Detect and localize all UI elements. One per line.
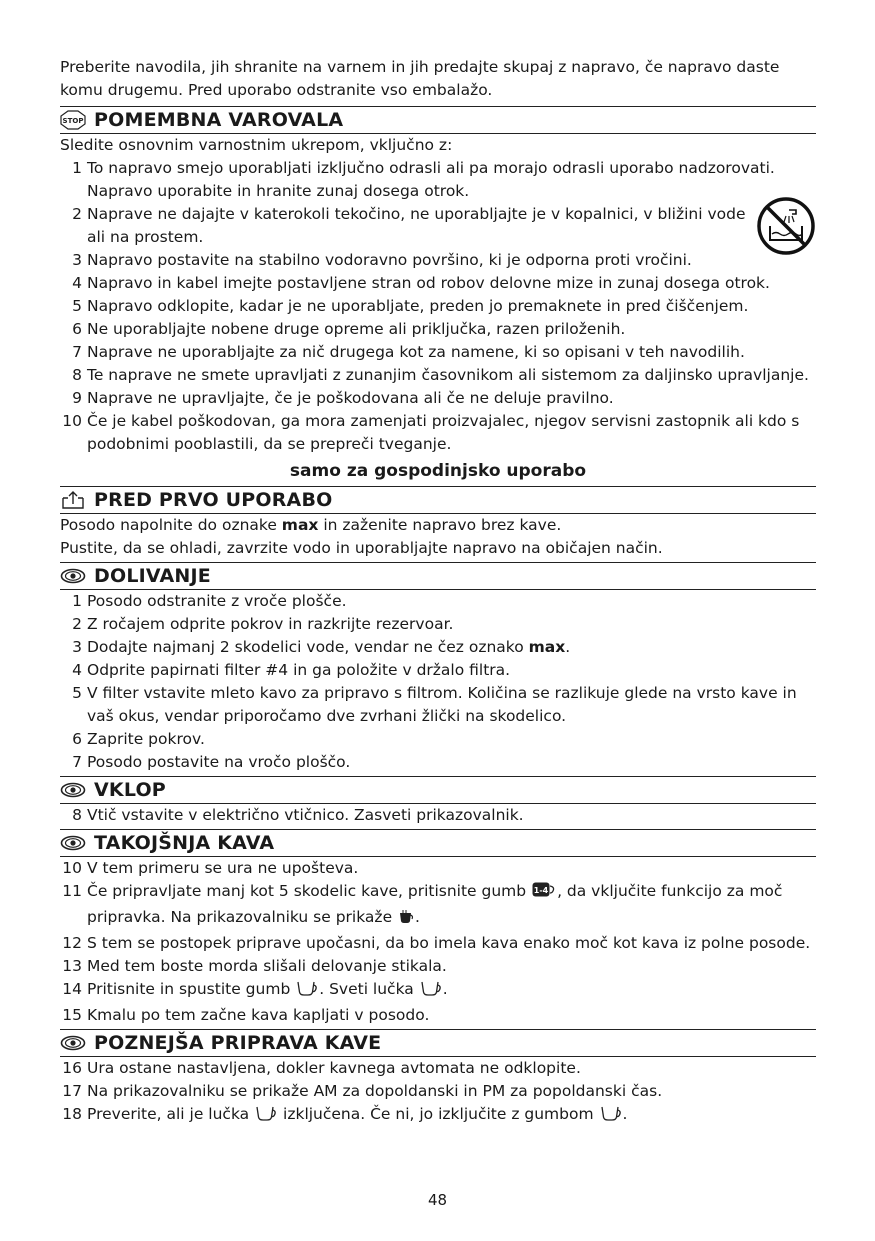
safety-lead: Sledite osnovnim varnostnim ukrepom, vključno z: (60, 136, 453, 154)
strength-display-icon (398, 909, 414, 932)
section-header-instant (60, 829, 816, 857)
list-item: 7 Naprave ne uporabljajte za nič drugega kot za namene, ki so opisani v teh navodilih. (72, 343, 745, 361)
list-item: 3 Dodajte najmanj 2 skodelici vode, vendar ne čez oznako max. (72, 638, 571, 656)
list-item: 2 Naprave ne dajajte v katerokoli tekočino, ne uporabljajte je v kopalnici, v bližini vode ali na prostem. (72, 205, 746, 246)
eye-icon (60, 1033, 86, 1053)
section-title: POZNEJŠA PRIPRAVA KAVE (94, 1032, 382, 1054)
list-item: 8 Te naprave ne smete upravljati z zunanjim časovnikom ali sistemom za daljinsko upravljanje. (72, 366, 809, 384)
section-header-filling (60, 562, 816, 590)
no-water-warning-icon (756, 196, 816, 260)
switch-on-list (60, 804, 816, 827)
strength-button-icon (532, 882, 556, 906)
section-title: VKLOP (94, 779, 166, 801)
section-title: POMEMBNA VAROVALA (94, 109, 344, 131)
cup-icon (255, 1104, 277, 1129)
section-title: TAKOJŠNJA KAVA (94, 832, 275, 854)
list-item: 4 Odprite papirnati filter #4 in ga položite v držalo filtra. (72, 661, 511, 679)
list-item: 4 Napravo in kabel imejte postavljene stran od robov delovne mize in zunaj dosega otrok. (72, 274, 770, 292)
cup-icon (420, 979, 442, 1004)
page-number: 48 (427, 1191, 448, 1209)
list-item: 10 Če je kabel poškodovan, ga mora zamenjati proizvajalec, njegov servisni zastopnik ali kdo s podobnimi pooblastili, da se prepreči tveganje. (62, 412, 800, 453)
list-item: 18 Preverite, ali je lučka izključena. Če ni, jo izključite z gumbom . (60, 1103, 816, 1129)
list-item: 9 Naprave ne upravljajte, če je poškodovana ali če ne deluje pravilno. (72, 389, 614, 407)
household-note: samo za gospodinjsko uporabo (289, 461, 587, 481)
section-header-safety (60, 106, 816, 134)
list-item: 16 Ura ostane nastavljena, dokler kavnega avtomata ne odklopite. (62, 1059, 581, 1077)
list-item: 8 Vtič vstavite v električno vtičnico. Zasveti prikazovalnik. (72, 806, 524, 824)
later-list (60, 1057, 816, 1129)
list-item: 14 Pritisnite in spustite gumb . Sveti lučka . (60, 978, 816, 1004)
list-item: 10 V tem primeru se ura ne upošteva. (62, 859, 359, 877)
list-item: 5 Napravo odklopite, kadar je ne uporabljate, preden jo premaknete in pred čiščenjem. (72, 297, 749, 315)
cup-icon (296, 979, 318, 1004)
list-item: 3 Napravo postavite na stabilno vodoravno površino, ki je odporna proti vročini. (72, 251, 692, 269)
eye-icon (60, 780, 86, 800)
list-item: 6 Zaprite pokrov. (72, 730, 205, 748)
unpack-icon (60, 490, 86, 510)
eye-icon (60, 833, 86, 853)
list-item: 7 Posodo postavite na vročo ploščo. (72, 753, 351, 771)
list-item: 1 Posodo odstranite z vroče plošče. (72, 592, 347, 610)
list-item: 5 V filter vstavite mleto kavo za pripravo s filtrom. Količina se razlikuje glede na vrsto kave in vaš okus, vendar priporočamo dve zvrhani žlički na skodelico. (72, 684, 797, 725)
list-item: 11 Če pripravljate manj kot 5 skodelic kave, pritisnite gumb 1-4 , da vključite funkcijo za moč pripravka. Na prikazovalniku se prikaže . (60, 880, 816, 932)
filling-list (60, 590, 816, 774)
eye-icon (60, 566, 86, 586)
list-item: 12 S tem se postopek priprave upočasni, da bo imela kava enako moč kot kava iz polne posode. (62, 934, 811, 952)
instant-list (60, 857, 816, 1027)
intro-text: Preberite navodila, jih shranite na varnem in jih predajte skupaj z napravo, če napravo daste komu drugemu. Pred uporabo odstranite vso embalažo. (60, 58, 780, 99)
list-item: 15 Kmalu po tem začne kava kapljati v posodo. (62, 1006, 430, 1024)
section-header-switch-on (60, 776, 816, 804)
list-item: 2 Z ročajem odprite pokrov in razkrijte rezervoar. (72, 615, 454, 633)
page-content (60, 56, 816, 1129)
section-header-later (60, 1029, 816, 1057)
safety-list (60, 157, 816, 456)
section-title: PRED PRVO UPORABO (94, 489, 333, 511)
section-header-first-use (60, 486, 816, 514)
list-item: 13 Med tem boste morda slišali delovanje stikala. (62, 957, 447, 975)
first-use-line-1: Posodo napolnite do oznake max in zaženite napravo brez kave. (60, 516, 562, 534)
first-use-line-2: Pustite, da se ohladi, zavrzite vodo in uporabljajte napravo na običajen način. (60, 539, 663, 557)
section-title: DOLIVANJE (94, 565, 211, 587)
cup-icon (600, 1104, 622, 1129)
stop-icon (60, 110, 86, 130)
list-item: 17 Na prikazovalniku se prikaže AM za dopoldanski in PM za popoldanski čas. (62, 1082, 663, 1100)
strength-label: 1-4 (533, 886, 549, 895)
list-item: 6 Ne uporabljajte nobene druge opreme ali priključka, razen priloženih. (72, 320, 626, 338)
list-item: 1 To napravo smejo uporabljati izključno odrasli ali pa morajo odrasli uporabo nadzorovati. Napravo uporabite in hranite zunaj dosega otrok. (72, 159, 775, 200)
svg-text:STOP: STOP (62, 117, 84, 125)
